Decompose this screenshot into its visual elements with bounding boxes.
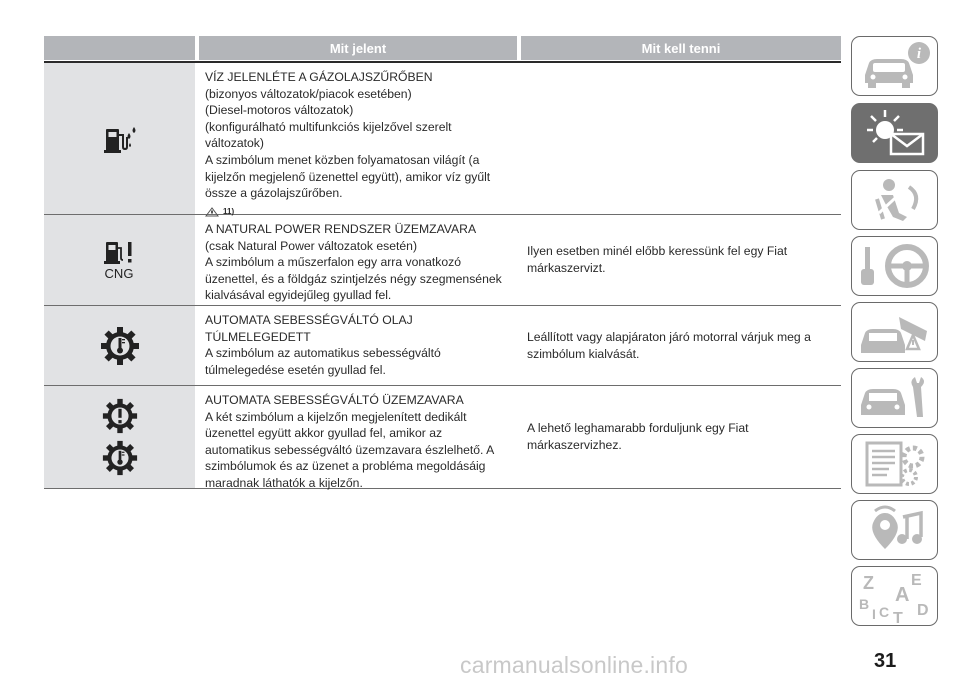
table-header xyxy=(44,36,841,60)
table-row xyxy=(44,306,841,386)
tab-multimedia[interactable] xyxy=(851,500,938,560)
meaning-line: össze a gázolajszűrőben. xyxy=(205,186,343,201)
meaning-line: (konfigurálható multifunkciós kijelzővel szerelt xyxy=(205,119,452,134)
tab-emergency[interactable] xyxy=(851,302,938,362)
action-line: szimbólum kialvását. xyxy=(527,346,640,361)
meaning-line: (csak Natural Power változatok esetén) xyxy=(205,238,418,253)
gearbox-temperature-icon xyxy=(102,440,138,476)
action-cell xyxy=(517,306,841,385)
cng-fuel-warning-icon xyxy=(100,240,140,280)
meaning-line: szimbólumok és az üzenet a probléma megoldásáig xyxy=(205,459,486,474)
index-letter: I xyxy=(871,606,876,622)
meaning-line: A NATURAL POWER RENDSZER ÜZEMZAVARA xyxy=(205,222,477,236)
table-row xyxy=(44,386,841,489)
tab-vehicle-info[interactable] xyxy=(851,36,938,96)
media-navigation-icon xyxy=(855,503,935,557)
key-steering-wheel-icon xyxy=(855,239,935,293)
watermark: carmanualsonline.info xyxy=(460,652,688,678)
alphabet-index-icon xyxy=(855,569,935,623)
meaning-line: túlmelegedése esetén gyullad fel. xyxy=(205,362,386,377)
meaning-cell xyxy=(195,306,517,385)
fuel-water-in-filter-icon xyxy=(103,123,137,155)
airbag-seat-icon xyxy=(855,173,935,227)
index-letter: Z xyxy=(862,573,874,593)
meaning-cell xyxy=(195,386,517,488)
table-row xyxy=(44,215,841,306)
icon-cell xyxy=(44,63,195,214)
action-line: Ilyen esetben minél előbb keressünk fel egy Fiat xyxy=(527,244,788,259)
meaning-line: AUTOMATA SEBESSÉGVÁLTÓ OLAJ xyxy=(205,313,413,327)
index-letter: B xyxy=(858,596,869,612)
header-action: Mit kell tenni xyxy=(521,36,841,60)
action-cell xyxy=(517,215,841,305)
meaning-line: üzenettel, és a földgáz szintjelzés négy szegmensének xyxy=(205,271,502,286)
index-letter: T xyxy=(892,610,903,623)
meaning-cell xyxy=(195,63,517,214)
tab-warning-lights[interactable] xyxy=(851,103,938,163)
meaning-line: automatikus sebességváltó üzemzavara észlelhető. A xyxy=(205,442,495,457)
meaning-line: (Diesel-motoros változatok) xyxy=(205,103,354,118)
gearbox-fault-exclamation-icon xyxy=(102,398,138,434)
action-line: márkaszervizt. xyxy=(527,261,606,275)
meaning-line: A két szimbólum a kijelzőn megjelenített dedikált xyxy=(205,409,467,424)
meaning-line: üzenettel együtt akkor gyullad fel, amikor az xyxy=(205,426,443,441)
tab-index[interactable] xyxy=(851,566,938,626)
action-cell xyxy=(517,63,841,214)
tab-technical-data[interactable] xyxy=(851,434,938,494)
meaning-line: VÍZ JELENLÉTE A GÁZOLAJSZŰRŐBEN xyxy=(205,70,433,84)
car-info-icon xyxy=(855,39,935,93)
car-accident-icon xyxy=(855,305,935,359)
meaning-line: kijelzőn megjelenő üzenettel együtt), amikor víz gyűlt xyxy=(205,169,491,184)
meaning-line: TÚLMELEGEDETT xyxy=(205,329,311,344)
car-wrench-icon xyxy=(855,371,935,425)
warning-light-message-icon xyxy=(855,106,935,160)
table-row xyxy=(44,63,841,215)
index-letter: E xyxy=(910,572,922,589)
meaning-line: kialvásával egyidejűleg gyullad fel. xyxy=(205,288,392,303)
meaning-line: A szimbólum az automatikus sebességváltó xyxy=(205,346,441,361)
meaning-line: maradnak láthatók a kijelzőn. xyxy=(205,475,363,490)
header-meaning: Mit jelent xyxy=(199,36,517,60)
svg-text:i: i xyxy=(916,46,921,62)
action-line: Leállított vagy alapjáraton járó motorral várjuk meg a xyxy=(527,329,811,344)
tab-starting-driving[interactable] xyxy=(851,236,938,296)
meaning-line: A szimbólum a műszerfalon egy arra vonatkozó xyxy=(205,255,462,270)
action-line: márkaszervizhez. xyxy=(527,438,622,452)
warning-lights-table xyxy=(44,36,841,489)
icon-cell xyxy=(44,215,195,305)
meaning-line: AUTOMATA SEBESSÉGVÁLTÓ ÜZEMZAVARA xyxy=(205,393,464,407)
gearbox-overheat-icon xyxy=(100,326,140,366)
icon-cell xyxy=(44,386,195,488)
meaning-line: A szimbólum menet közben folyamatosan világít (a xyxy=(205,152,480,167)
tab-safety[interactable] xyxy=(851,170,938,230)
cng-label: CNG xyxy=(104,266,133,280)
action-line: A lehető leghamarabb forduljunk egy Fiat xyxy=(527,421,749,436)
page-number: 31 xyxy=(874,650,897,672)
meaning-line: (bizonyos változatok/piacok esetében) xyxy=(205,86,412,101)
index-letter: C xyxy=(878,604,889,620)
spec-sheet-gear-icon xyxy=(855,437,935,491)
index-letter: D xyxy=(916,602,929,619)
note-number: 11) xyxy=(223,206,235,216)
meaning-line: változatok) xyxy=(205,136,264,151)
meaning-cell xyxy=(195,215,517,305)
header-icon-col xyxy=(44,36,195,60)
index-letter: A xyxy=(894,584,909,606)
tab-maintenance[interactable] xyxy=(851,368,938,428)
icon-cell xyxy=(44,306,195,385)
action-cell xyxy=(517,386,841,488)
